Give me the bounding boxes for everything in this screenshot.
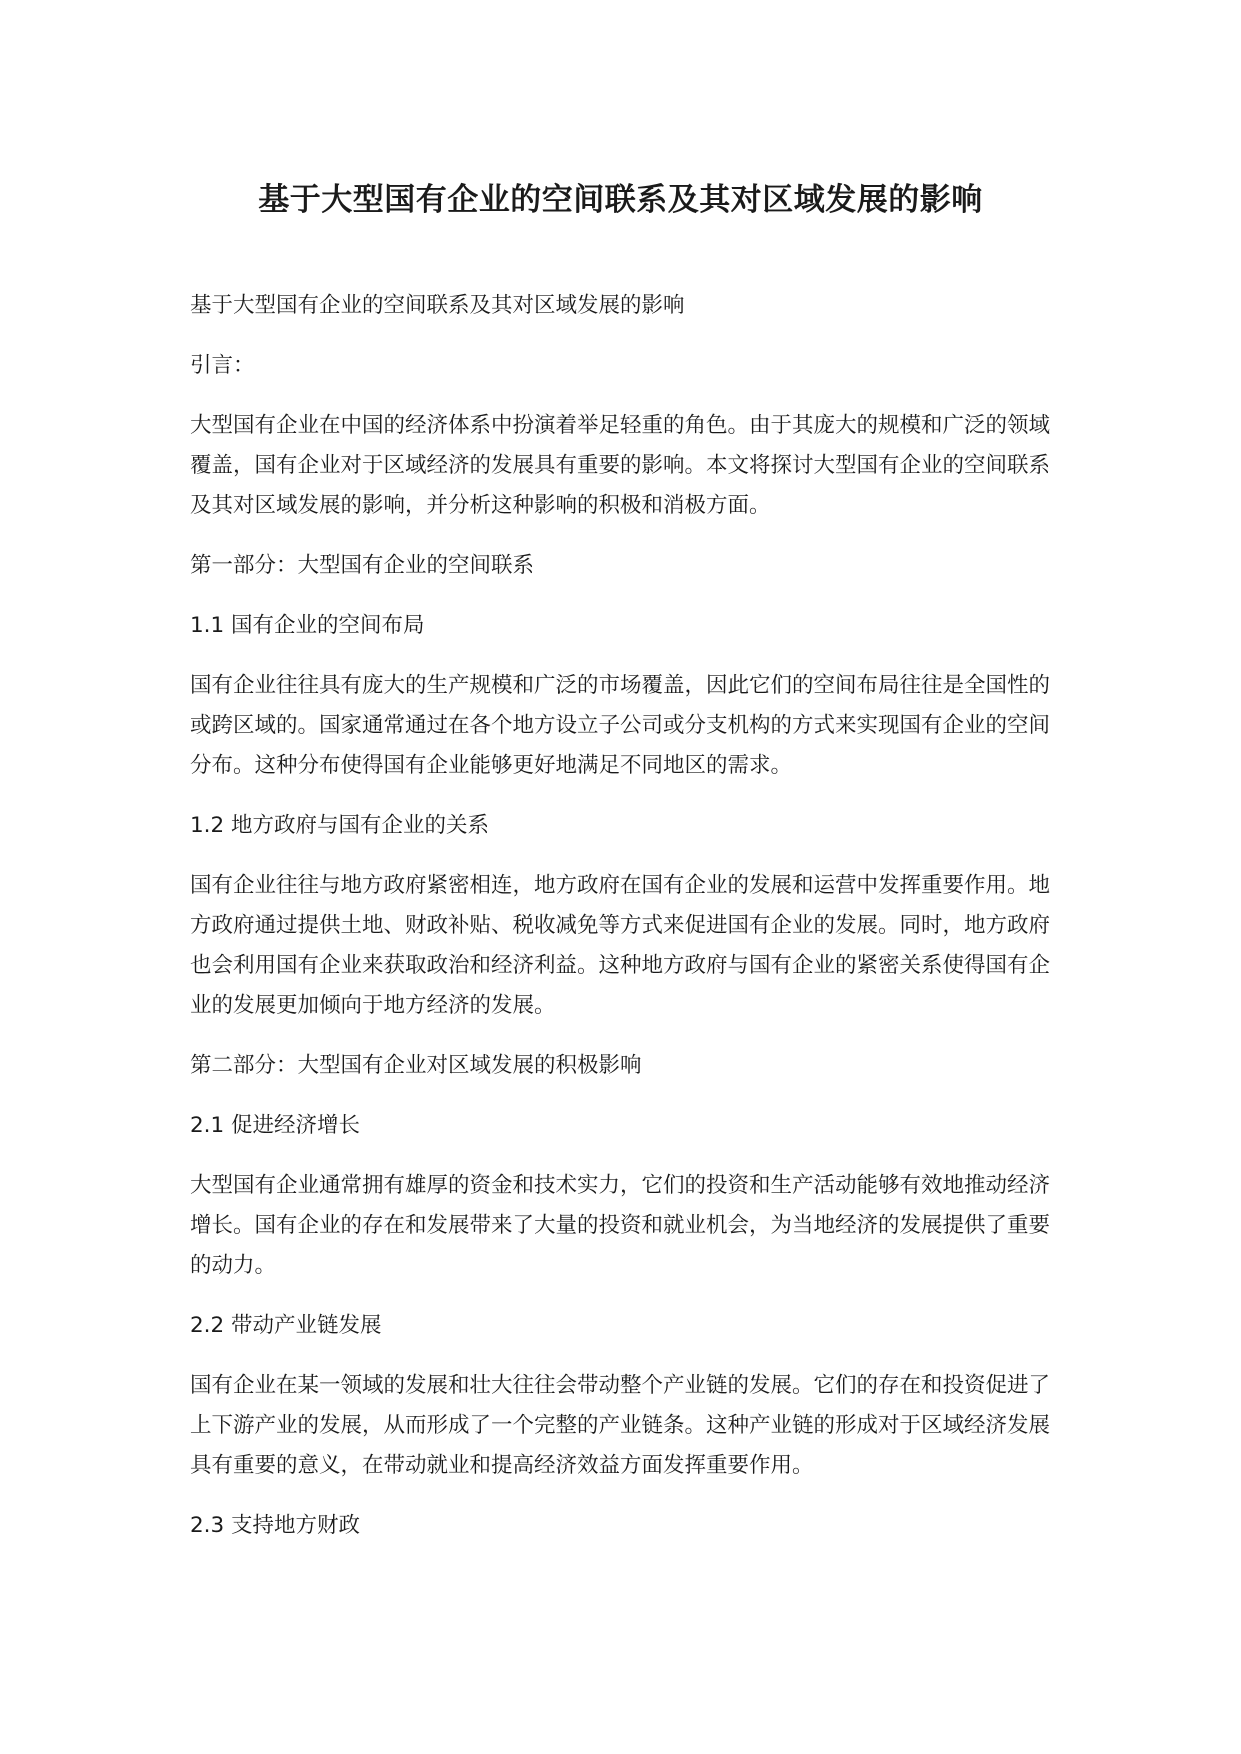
- document-body: [190, 286, 1050, 1546]
- section-1-1-paragraph: 国有企业往往具有庞大的生产规模和广泛的市场覆盖，因此它们的空间布局往往是全国性的或跨区域的。国家通常通过在各个地方设立子公司或分支机构的方式来实现国有企业的空间分布。这种分布使得国有企业能够更好地满足不同地区的需求。: [190, 673, 1051, 778]
- section-2-1-paragraph: 大型国有企业通常拥有雄厚的资金和技术实力，它们的投资和生产活动能够有效地推动经济增长。国有企业的存在和发展带来了大量的投资和就业机会，为当地经济的发展提供了重要的动力。: [190, 1173, 1051, 1278]
- section-1-2-heading: 1.2 地方政府与国有企业的关系: [190, 813, 490, 838]
- section-2-1-heading: 2.1 促进经济增长: [190, 1113, 361, 1138]
- document-title: 基于大型国有企业的空间联系及其对区域发展的影响: [258, 182, 983, 218]
- part-two-heading: 第二部分：大型国有企业对区域发展的积极影响: [190, 1053, 642, 1078]
- intro-paragraph: 大型国有企业在中国的经济体系中扮演着举足轻重的角色。由于其庞大的规模和广泛的领域覆盖，国有企业对于区域经济的发展具有重要的影响。本文将探讨大型国有企业的空间联系及其对区域发展的影响，并分析这种影响的积极和消极方面。: [190, 413, 1051, 518]
- section-2-3-heading: 2.3 支持地方财政: [190, 1513, 361, 1538]
- section-1-1-heading: 1.1 国有企业的空间布局: [190, 613, 425, 638]
- section-2-2-paragraph: 国有企业在某一领域的发展和壮大往往会带动整个产业链的发展。它们的存在和投资促进了上下游产业的发展，从而形成了一个完整的产业链条。这种产业链的形成对于区域经济发展具有重要的意义，在带动就业和提高经济效益方面发挥重要作用。: [190, 1373, 1051, 1478]
- subtitle-paragraph: 基于大型国有企业的空间联系及其对区域发展的影响: [190, 293, 685, 318]
- part-one-heading: 第一部分：大型国有企业的空间联系: [190, 553, 535, 578]
- section-1-2-paragraph: 国有企业往往与地方政府紧密相连，地方政府在国有企业的发展和运营中发挥重要作用。地方政府通过提供土地、财政补贴、税收减免等方式来促进国有企业的发展。同时，地方政府也会利用国有企业来获取政治和经济利益。这种地方政府与国有企业的紧密关系使得国有企业的发展更加倾向于地方经济的发展。: [190, 873, 1051, 1018]
- intro-heading: 引言：: [190, 353, 255, 378]
- section-2-2-heading: 2.2 带动产业链发展: [190, 1313, 382, 1338]
